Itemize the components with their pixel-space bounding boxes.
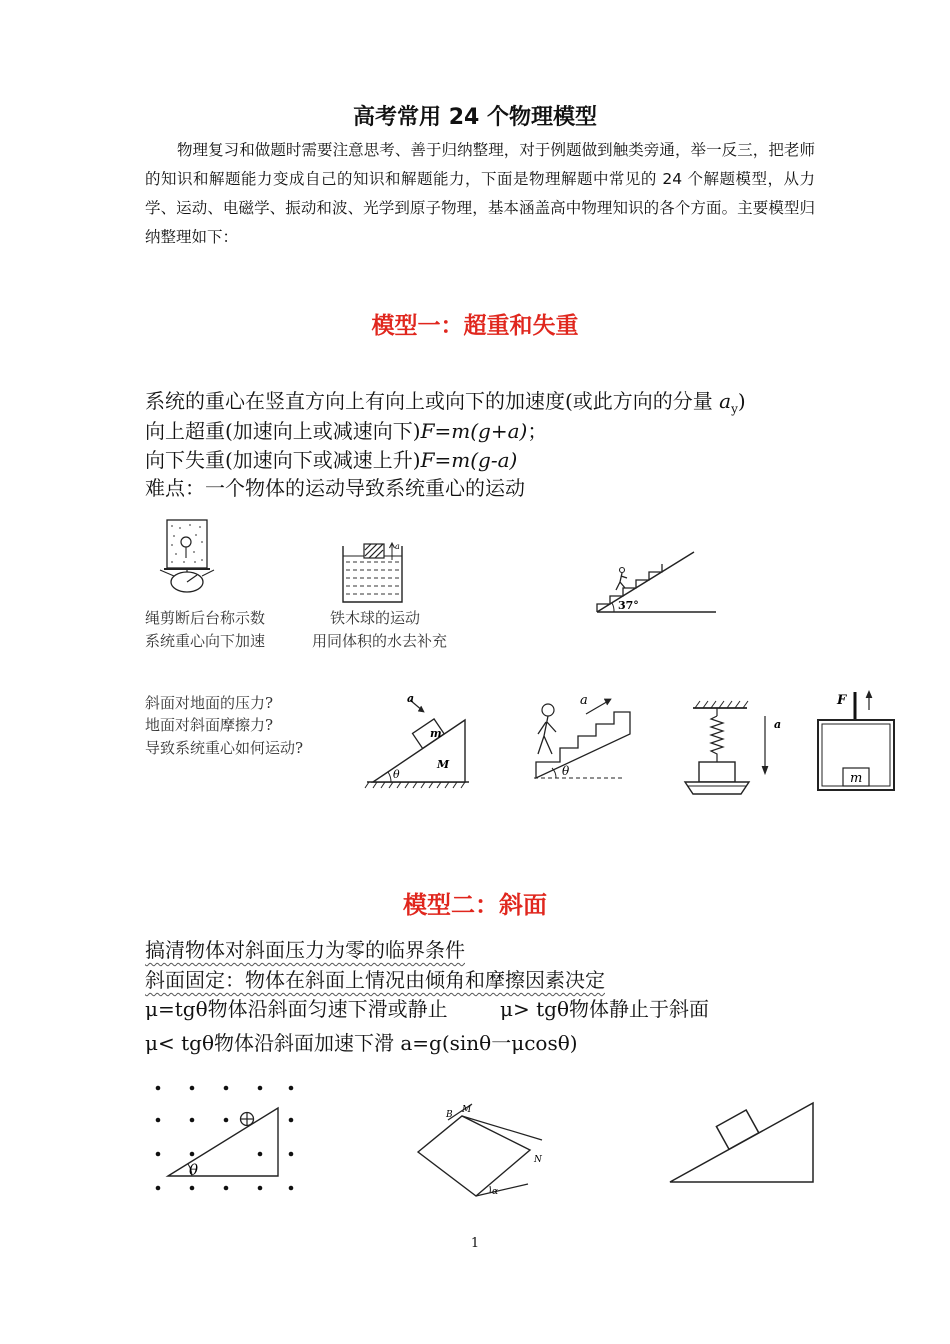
model1-line2-end: ； bbox=[527, 419, 548, 443]
box-force-figure bbox=[815, 688, 900, 793]
model2-line2: 斜面固定：物体在斜面上情况由倾角和摩擦因素决定 bbox=[145, 968, 605, 992]
model2-heading: 模型二：斜面 bbox=[403, 890, 547, 919]
model2-line3a: μ=tgθ物体沿斜面匀速下滑或静止 bbox=[145, 997, 448, 1021]
caption-1b: 系统重心向下加速 bbox=[145, 632, 266, 650]
model1-heading: 模型一：超重和失重 bbox=[371, 312, 579, 339]
page-number: 1 bbox=[470, 1236, 480, 1251]
rails-alpha-label: α bbox=[492, 1187, 499, 1197]
magnetic-theta-label: θ bbox=[189, 1161, 199, 1179]
wedge-M-label: M bbox=[437, 758, 450, 771]
tilted-rails-figure bbox=[410, 1100, 560, 1200]
model1-line1 bbox=[145, 385, 746, 416]
wedge-a-label: a bbox=[407, 692, 415, 705]
model1-line3-formula: F=m(g-a) bbox=[420, 448, 518, 472]
model1-line3 bbox=[145, 444, 517, 473]
magnetic-incline-figure bbox=[150, 1078, 300, 1196]
model1-line1-var: a bbox=[719, 389, 732, 413]
model1-line4: 难点：一个物体的运动导致系统重心的运动 bbox=[145, 476, 525, 500]
question-3: 导致系统重心如何运动? bbox=[145, 739, 304, 757]
caption-2a: 铁木球的运动 bbox=[330, 609, 421, 627]
model2-line4: μ< tgθ物体沿斜面加速下滑 a=g(sinθ一μcosθ) bbox=[145, 1031, 578, 1055]
model1-line3-text: 向下失重(加速向下或减速上升) bbox=[145, 448, 421, 472]
box-m-label: m bbox=[850, 771, 863, 786]
page-title: 高考常用 24 个物理模型 bbox=[353, 105, 597, 130]
stair-37-figure bbox=[592, 548, 722, 618]
water-a-label: a bbox=[395, 542, 400, 551]
question-2: 地面对斜面摩擦力? bbox=[145, 716, 274, 734]
model1-line1-sub: y bbox=[731, 402, 738, 416]
intro-paragraph: 物理复习和做题时需要注意思考、善于归纳整理，对于例题做到触类旁通，举一反三，把老师的知识和解题能力变成自己的知识和解题能力，下面是物理解题中常见的 24 个解题模型，从力学、运动、电磁学、振动和波、光学到原子物理，基本涵盖高中物理知识的各个方面。主要模型归纳整理如下： bbox=[145, 141, 815, 246]
wedge-theta-label: θ bbox=[393, 768, 400, 781]
model1-line1-end: ) bbox=[737, 389, 746, 413]
wedge-block-figure bbox=[365, 690, 470, 795]
escalator-theta-label: θ bbox=[562, 764, 570, 778]
rails-N-label: N bbox=[534, 1155, 542, 1165]
model2-line1: 搞清物体对斜面压力为零的临界条件 bbox=[145, 938, 465, 962]
question-1: 斜面对地面的压力? bbox=[145, 694, 274, 712]
model1-line1-text: 系统的重心在竖直方向上有向上或向下的加速度(或此方向的分量 bbox=[145, 389, 720, 413]
beaker-scale-figure bbox=[150, 518, 240, 598]
escalator-a-label: a bbox=[580, 693, 588, 708]
rails-B-label: B bbox=[446, 1110, 453, 1120]
caption-1a: 绳剪断后台称示数 bbox=[145, 609, 266, 627]
model2-line3b: μ> tgθ物体静止于斜面 bbox=[500, 997, 709, 1021]
rails-M-label: M bbox=[462, 1105, 472, 1115]
model1-line2-formula: F=m(g+a) bbox=[420, 419, 528, 443]
spring-mass-figure bbox=[675, 698, 785, 803]
spring-a-label: a bbox=[774, 718, 782, 731]
model1-line2 bbox=[145, 415, 547, 444]
wedge-m-label: m bbox=[430, 727, 442, 740]
block-incline-figure bbox=[665, 1098, 840, 1188]
caption-2b: 用同体积的水去补充 bbox=[312, 632, 448, 650]
escalator-figure bbox=[530, 692, 655, 787]
water-tank-figure bbox=[340, 540, 420, 610]
stair-angle-label: 37° bbox=[618, 599, 639, 612]
model1-line2-text: 向上超重(加速向上或减速向下) bbox=[145, 419, 421, 443]
box-F-label: F bbox=[837, 693, 847, 708]
